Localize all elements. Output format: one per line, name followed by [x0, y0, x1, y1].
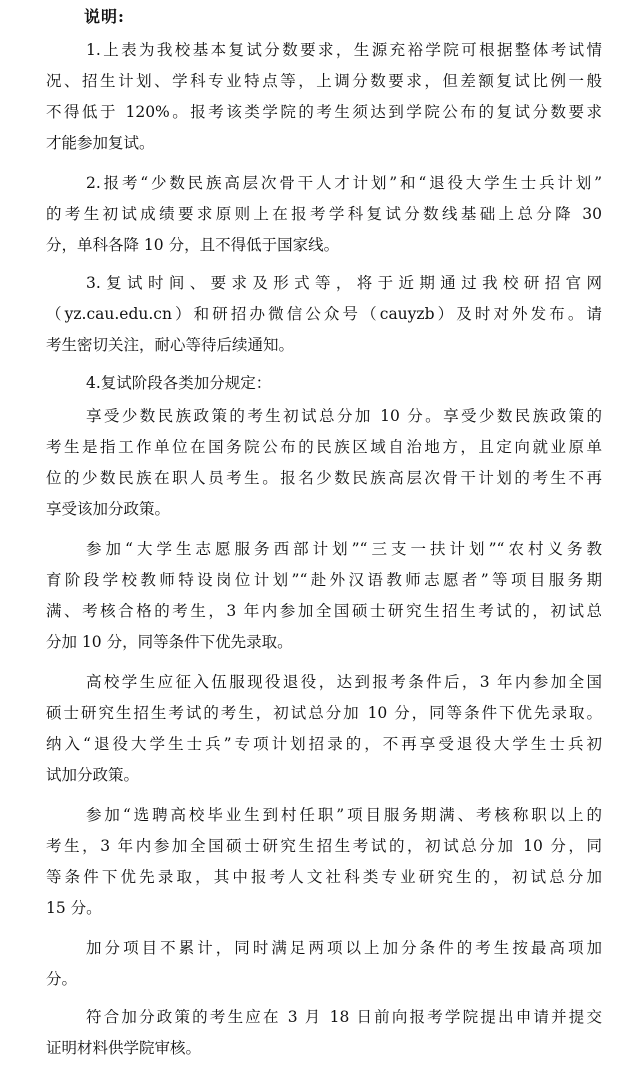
text-line: 享受少数民族政策的考生初试总分加 10 分。享受少数民族政策的 [86, 407, 602, 425]
text-line: 的考生初试成绩要求原则上在报考学科复试分数线基础上总分降 30 [46, 205, 602, 223]
text-line: 4.复试阶段各类加分规定： [86, 374, 272, 392]
text-line: 符合加分政策的考生应在 3 月 18 日前向报考学院提出申请并提交 [86, 1008, 602, 1026]
text-line: 考生，3 年内参加全国硕士研究生招生考试的，初试总分加 10 分，同 [46, 837, 602, 855]
text-line: 2.报考“少数民族高层次骨干人才计划”和“退役大学生士兵计划” [86, 174, 602, 192]
text-line: 试加分政策。 [46, 766, 140, 784]
note-paragraph-6 [46, 534, 602, 658]
note-paragraph-7 [46, 667, 602, 791]
text-line: 才能参加复试。 [46, 134, 155, 152]
note-paragraph-1 [46, 35, 602, 159]
text-line: 硕士研究生招生考试的考生，初试总分加 10 分，同等条件下优先录取。 [46, 704, 602, 722]
text-line: 考生是指工作单位在国务院公布的民族区域自治地方，且定向就业原单 [46, 438, 602, 456]
note-paragraph-3 [46, 268, 602, 361]
text-line: 分加 10 分，同等条件下优先录取。 [46, 633, 293, 651]
text-line: 参加“大学生志愿服务西部计划”“三支一扶计划”“农村义务教 [86, 540, 602, 558]
text-line: 育阶段学校教师特设岗位计划”“赴外汉语教师志愿者”等项目服务期 [46, 571, 602, 589]
text-line: 15 分。 [46, 899, 102, 917]
text-line: 位的少数民族在职人员考生。报名少数民族高层次骨干计划的考生不再 [46, 469, 602, 487]
note-paragraph-5 [46, 401, 602, 525]
text-line: （yz.cau.edu.cn）和研招办微信公众号（cauyzb）及时对外发布。请 [46, 305, 602, 323]
text-line: 考生密切关注，耐心等待后续通知。 [46, 336, 295, 354]
text-line: 高校学生应征入伍服现役退役，达到报考条件后，3 年内参加全国 [86, 673, 602, 691]
text-line: 况、招生计划、学科专业特点等，上调分数要求，但差额复试比例一般 [46, 72, 602, 90]
text-line: 参加“选聘高校毕业生到村任职”项目服务期满、考核称职以上的 [86, 806, 602, 824]
note-paragraph-4 [46, 368, 602, 399]
text-line: 3.复试时间、要求及形式等，将于近期通过我校研招官网 [86, 274, 602, 292]
note-paragraph-8 [46, 800, 602, 924]
text-line: 1.上表为我校基本复试分数要求，生源充裕学院可根据整体考试情 [86, 41, 602, 59]
text-line: 享受该加分政策。 [46, 500, 171, 518]
text-line: 加分项目不累计，同时满足两项以上加分条件的考生按最高项加 [86, 939, 602, 957]
text-line: 等条件下优先录取，其中报考人文社科类专业研究生的，初试总分加 [46, 868, 602, 886]
note-paragraph-9 [46, 933, 602, 995]
text-line: 纳入“退役大学生士兵”专项计划招录的，不再享受退役大学生士兵初 [46, 735, 602, 753]
text-line: 证明材料供学院审核。 [46, 1039, 202, 1057]
text-line: 满、考核合格的考生，3 年内参加全国硕士研究生招生考试的，初试总 [46, 602, 602, 620]
notes-heading: 说明: [84, 7, 125, 26]
note-paragraph-2 [46, 168, 602, 261]
text-line: 分。 [46, 970, 78, 988]
text-line: 分，单科各降 10 分，且不得低于国家线。 [46, 236, 340, 254]
text-line: 不得低于 120%。报考该类学院的考生须达到学院公布的复试分数要求 [46, 103, 602, 121]
note-paragraph-10 [46, 1002, 602, 1064]
